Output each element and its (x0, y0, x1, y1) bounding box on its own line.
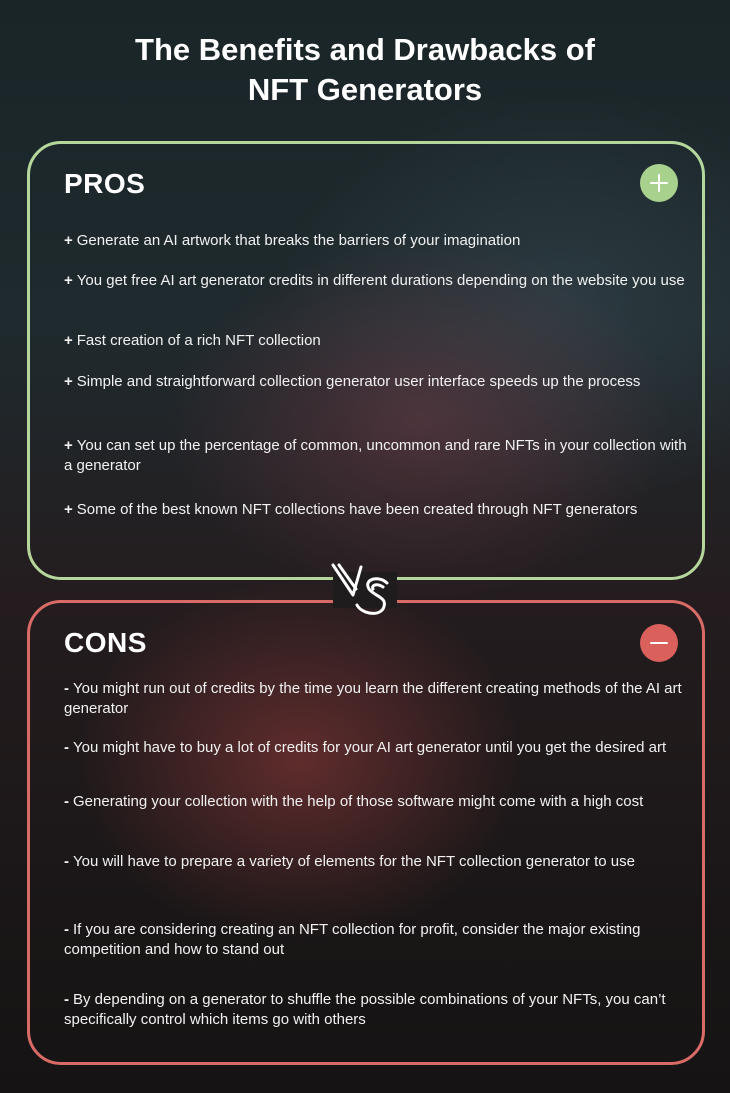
cons-item: - You might run out of credits by the time you learn the different creating methods of the AI art generator (64, 680, 682, 717)
page-title (0, 30, 730, 110)
cons-item: - You will have to prepare a variety of elements for the NFT collection generator to use (64, 853, 635, 870)
vs-icon (325, 553, 403, 623)
pros-item: + Simple and straightforward collection generator user interface speeds up the process (64, 373, 641, 390)
plus-icon (640, 164, 678, 202)
cons-item: - Generating your collection with the help of those software might come with a high cost (64, 793, 644, 810)
pros-item: + You can set up the percentage of common, uncommon and rare NFTs in your collection with a generator (64, 437, 687, 474)
pros-item: + You get free AI art generator credits in different durations depending on the website you use (64, 272, 685, 289)
pros-card (27, 141, 705, 580)
cons-heading: CONS (64, 627, 147, 658)
pros-item: + Fast creation of a rich NFT collection (64, 332, 321, 349)
cons-item: - By depending on a generator to shuffle the possible combinations of your NFTs, you can’t specifically control which items go with others (64, 991, 666, 1028)
minus-icon (640, 624, 678, 662)
page-title-line2: NFT Generators (247, 72, 483, 107)
pros-item: + Generate an AI artwork that breaks the barriers of your imagination (64, 232, 521, 249)
pros-item: + Some of the best known NFT collections have been created through NFT generators (64, 501, 638, 518)
pros-heading: PROS (64, 168, 146, 199)
page-title-line1: The Benefits and Drawbacks of (135, 32, 595, 67)
cons-item: - You might have to buy a lot of credits for your AI art generator until you get the desired art (64, 739, 667, 756)
cons-card (27, 600, 705, 1065)
cons-item: - If you are considering creating an NFT collection for profit, consider the major existing competition and how to stand out (64, 921, 641, 958)
